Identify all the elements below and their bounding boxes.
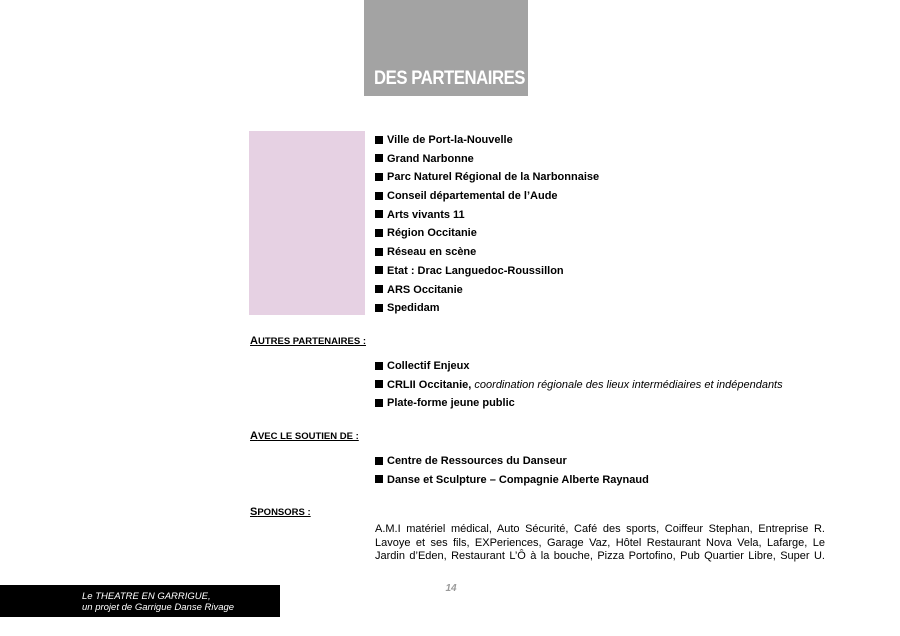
list-item: Plate-forme jeune public (375, 394, 783, 413)
section-heading-autres: AUTRES PARTENAIRES : (250, 335, 366, 347)
support-list (375, 452, 649, 489)
section-heading-sponsors: SPONSORS : (250, 506, 311, 518)
list-item: Conseil départemental de l’Aude (375, 187, 599, 206)
square-bullet-icon (375, 399, 383, 407)
list-item: Collectif Enjeux (375, 357, 783, 376)
list-item: Grand Narbonne (375, 150, 599, 169)
list-item: Centre de Ressources du Danseur (375, 452, 649, 471)
list-item: Arts vivants 11 (375, 206, 599, 225)
page-number: 14 (445, 583, 457, 594)
page-title: DES PARTENAIRES (374, 68, 526, 89)
list-item: CRLII Occitanie, coordination régionale des lieux intermédiaires et indépendants (375, 376, 783, 395)
sponsors-paragraph: A.M.I matériel médical, Auto Sécurité, Café des sports, Coiffeur Stephan, Entreprise R. Lavoye et ses fils, EXPeriences, Garage Vaz, Hôtel Restaurant Nova Vela, Lafarge, Le Jardin d’Eden, Restaurant L’Ô à la bouche, Pizza Portofino, Pub Quartier Libre, Super U. (375, 523, 825, 562)
title-banner (364, 0, 528, 96)
square-bullet-icon (375, 210, 383, 218)
square-bullet-icon (375, 304, 383, 312)
square-bullet-icon (375, 285, 383, 293)
square-bullet-icon (375, 173, 383, 181)
square-bullet-icon (375, 192, 383, 200)
list-item: Danse et Sculpture – Compagnie Alberte Raynaud (375, 471, 649, 490)
square-bullet-icon (375, 380, 383, 388)
square-bullet-icon (375, 266, 383, 274)
list-item: Etat : Drac Languedoc-Roussillon (375, 262, 599, 281)
footer-line-1: Le THEATRE EN GARRIGUE, (82, 591, 211, 602)
square-bullet-icon (375, 154, 383, 162)
square-bullet-icon (375, 136, 383, 144)
square-bullet-icon (375, 248, 383, 256)
square-bullet-icon (375, 457, 383, 465)
list-item: ARS Occitanie (375, 281, 599, 300)
other-partners-list (375, 357, 783, 413)
list-item: Région Occitanie (375, 224, 599, 243)
square-bullet-icon (375, 362, 383, 370)
list-item: Ville de Port-la-Nouvelle (375, 131, 599, 150)
section-heading-soutien: AVEC LE SOUTIEN DE : (250, 430, 359, 442)
list-item: Parc Naturel Régional de la Narbonnaise (375, 168, 599, 187)
main-partners-list (375, 131, 599, 318)
accent-box (249, 131, 365, 315)
square-bullet-icon (375, 229, 383, 237)
list-item: Réseau en scène (375, 243, 599, 262)
list-item: Spedidam (375, 299, 599, 318)
footer-line-2: un projet de Garrigue Danse Rivage (82, 602, 235, 613)
footer-banner (0, 585, 280, 617)
square-bullet-icon (375, 475, 383, 483)
